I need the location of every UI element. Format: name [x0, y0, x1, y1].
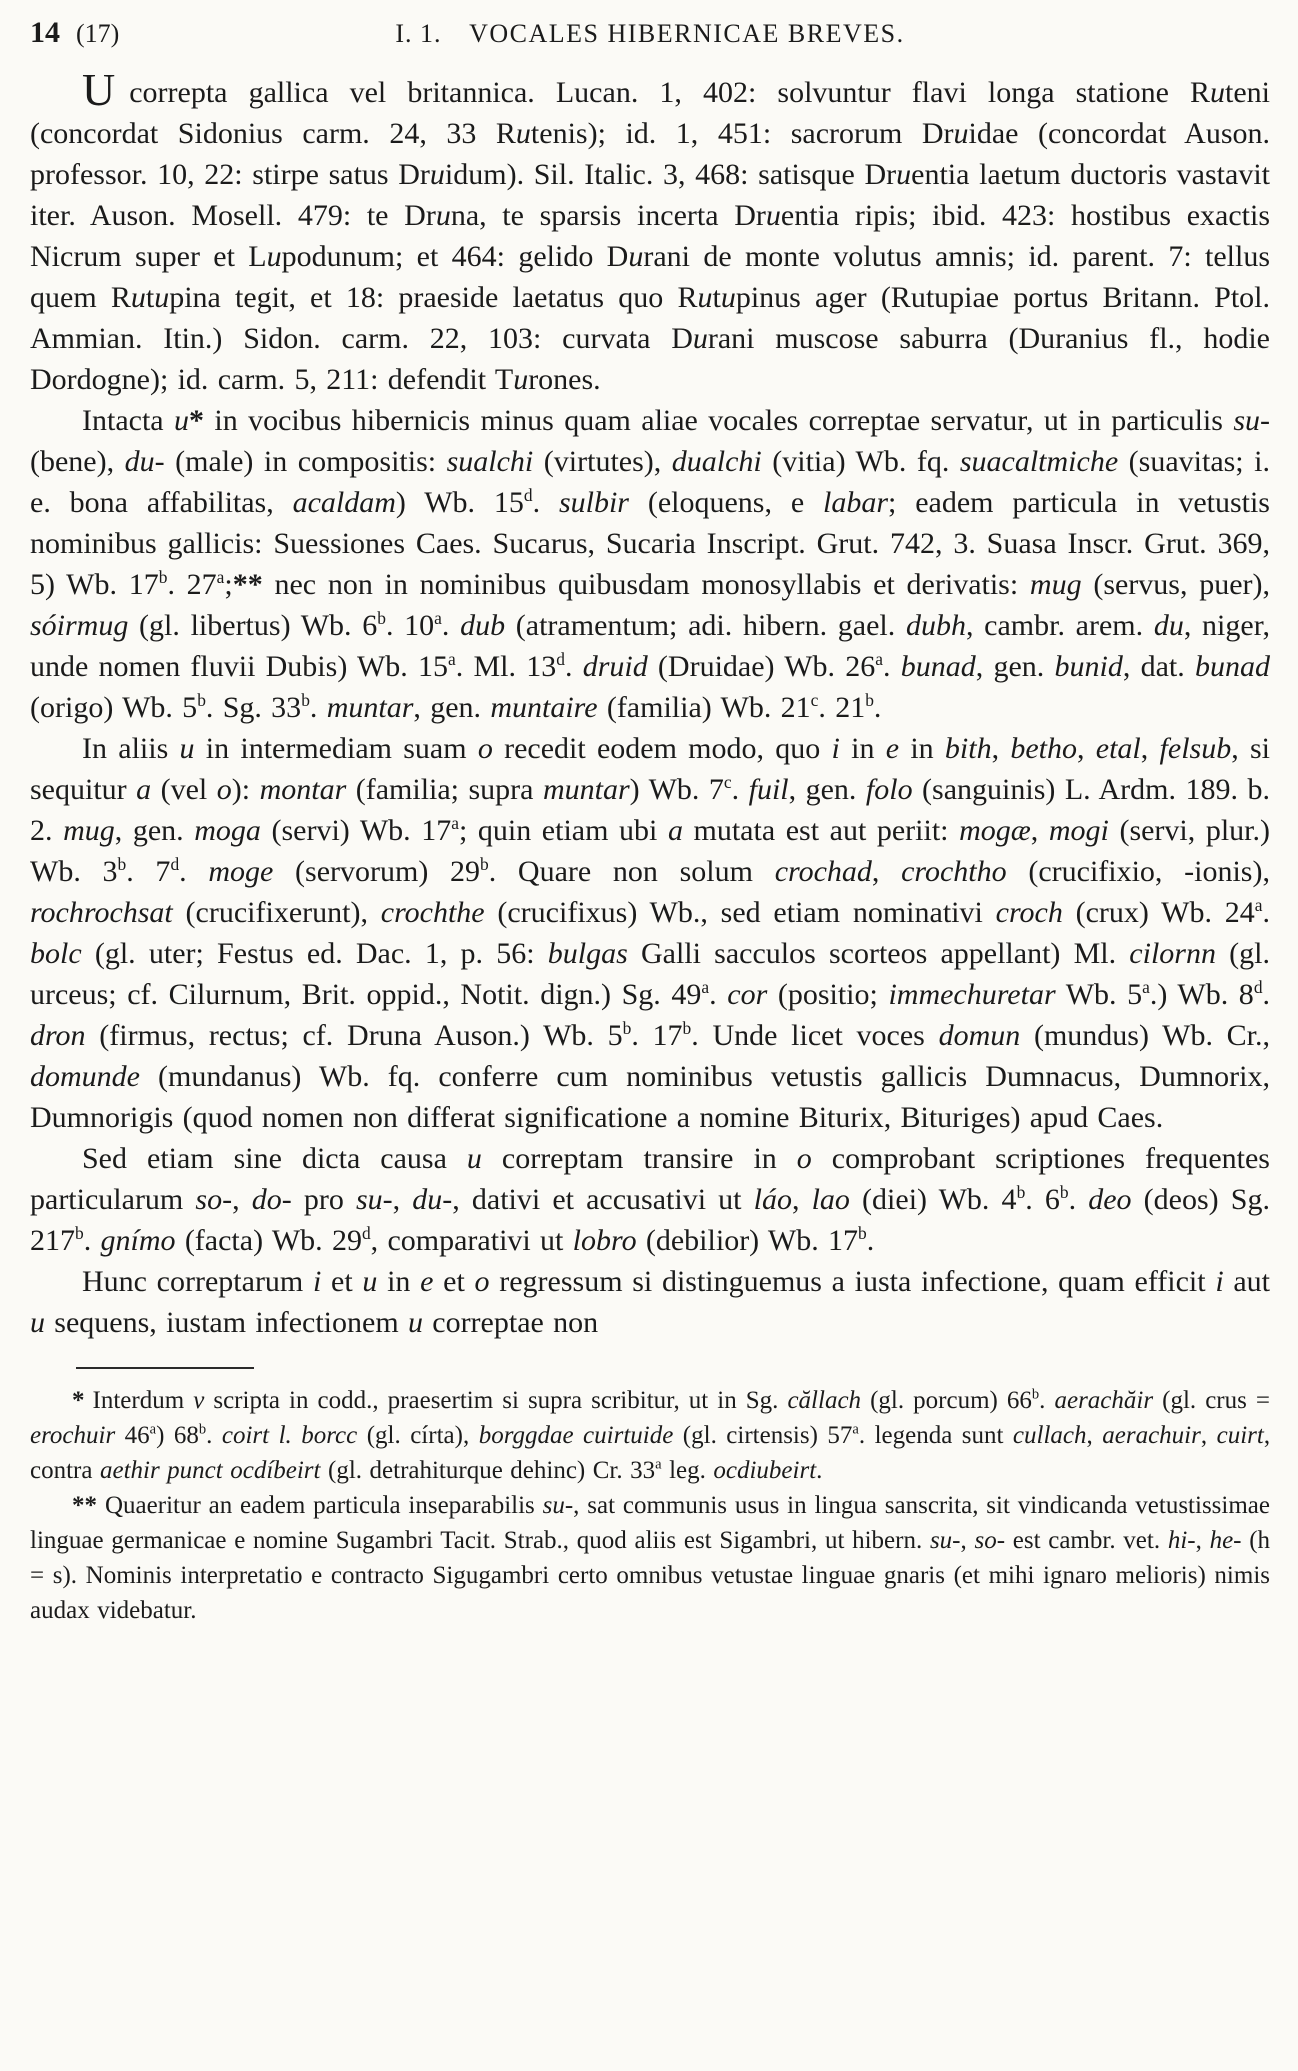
body-text — [30, 64, 1271, 1343]
footnote-separator — [76, 1367, 254, 1369]
paragraph — [30, 1138, 1270, 1261]
page-number: 14 — [30, 16, 60, 49]
footnote — [30, 1383, 1270, 1488]
footnote — [30, 1488, 1270, 1628]
initial-letter: U — [82, 64, 116, 115]
paragraph-text: Sed etiam sine dicta causa u correptam transire in o comprobant scriptiones frequentes particularum so-, do- pro su-, du-, dativi et accusativi ut láo, lao (diei) Wb. 4$^b$. 6$^b$. deo (deos) Sg. 217$^b$. gnímo (facta) Wb. 29$^d$, comparativi ut lobro (debilior) Wb. 17$^b$. — [30, 1142, 1270, 1257]
footnote-marker: * — [72, 1387, 85, 1414]
paragraph — [30, 1261, 1270, 1343]
folio-number: (17) — [76, 19, 120, 48]
running-title-text: VOCALES HIBERNICAE BREVES. — [469, 19, 905, 48]
paragraph-text: Hunc correptarum i et u in e et o regressum si distinguemus a iusta infectione, quam efficit i aut u sequens, iustam infectionem u correptae non — [30, 1265, 1271, 1339]
page-meta — [30, 16, 119, 50]
paragraph — [30, 400, 1270, 728]
paragraph-text: correpta gallica vel britannica. Lucan. 1, 402: solvuntur flavi longa statione Ruteni (concordat Sidonius carm. 24, 33 Rutenis); id. 1, 451: sacrorum Druidae (concordat Auson. professor. 10, 22: stirpe satus Druidum). Sil. Italic. 3, 468: satisque Druentia laetum ductoris vastavit iter. Auson. Mosell. 479: te Druna, te sparsis incerta Druentia ripis; ibid. 423: hostibus exactis Nicrum super et Lupodunum; et 464: gelido Durani de monte volutus amnis; id. parent. 7: tellus quem Rutupina tegit, et 18: praeside laetatus quo Rutupinus ager (Rutupiae portus Britann. Ptol. Ammian. Itin.) Sidon. carm. 22, 103: curvata Durani muscose saburra (Duranius fl., hodie Dordogne); id. carm. 5, 211: defendit Turones. — [30, 76, 1270, 396]
paragraph-text: Intacta u* in vocibus hibernicis minus quam aliae vocales correptae servatur, ut in particulis su- (bene), du- (male) in compositis: sualchi (virtutes), dualchi (vitia) Wb. fq. suacaltmiche (suavitas; i. e. bona affabilitas, acaldam) Wb. 15$^d$. sulbir (eloquens, e labar; eadem particula in vetustis nominibus gallicis: Suessiones Caes. Sucarus, Sucaria Inscript. Grut. 742, 3. Suasa Inscr. Grut. 369, 5) Wb. 17$^b$. 27$^a$;** nec non in nominibus quibusdam monosyllabis et derivatis: mug (servus, puer), sóirmug (gl. libertus) Wb. 6$^b$. 10$^a$. dub (atramentum; adi. hibern. gael. dubh, cambr. arem. du, niger, unde nomen fluvii Dubis) Wb. 15$^a$. Ml. 13$^d$. druid (Druidae) Wb. 26$^a$. bunad, gen. bunid, dat. bunad (origo) Wb. 5$^b$. Sg. 33$^b$. muntar, gen. muntaire (familia) Wb. 21$^c$. 21$^b$. — [30, 404, 1270, 724]
footnotes — [30, 1383, 1270, 1628]
running-header — [30, 14, 1270, 60]
footnote-text: Interdum v scripta in codd., praesertim si supra scribitur, ut in Sg. căllach (gl. porcum) 66$^b$. aerachăir (gl. crus = erochuir 46$^a$) 68$^b$. coirt l. borcc (gl. círta), borggdae cuirtuide (gl. cirtensis) 57$^a$. legenda sunt cullach, aerachuir, cuirt, contra aethir punct ocdíbeirt (gl. detrahiturque dehinc) Cr. 33$^a$ leg. ocdiubeirt. — [30, 1386, 1271, 1484]
footnote-text: Quaeritur an eadem particula inseparabilis su-, sat communis usus in lingua sanscrita, sit vindicanda vetustissimae linguae germanicae e nomine Sugambri Tacit. Strab., quod aliis est Sigambri, ut hibern. su-, so- est cambr. vet. hi-, he- (h = s). Nominis interpretatio e contracto Sigugambri certo omnibus vetustae linguae gnaris (et mihi ignaro melioris) nimis audax videbatur. — [30, 1492, 1271, 1624]
paragraph — [30, 728, 1270, 1138]
running-title — [30, 14, 1270, 49]
footnote-marker: ** — [72, 1492, 97, 1519]
paragraph — [30, 64, 1270, 400]
running-title-section: I. 1. — [395, 19, 442, 48]
paragraph-text: In aliis u in intermediam suam o recedit eodem modo, quo i in e in bith, betho, etal, felsub, si sequitur a (vel o): montar (familia; supra muntar) Wb. 7$^c$. fuil, gen. folo (sanguinis) L. Ardm. 189. b. 2. mug, gen. moga (servi) Wb. 17$^a$; quin etiam ubi a mutata est aut periit: mogæ, mogi (servi, plur.) Wb. 3$^b$. 7$^d$. moge (servorum) 29$^b$. Quare non solum crochad, crochtho (crucifixio, -ionis), rochrochsat (crucifixerunt), crochthe (crucifixus) Wb., sed etiam nominativi croch (crux) Wb. 24$^a$. bolc (gl. uter; Festus ed. Dac. 1, p. 56: bulgas Galli sacculos scorteos appellant) Ml. cilornn (gl. urceus; cf. Cilurnum, Brit. oppid., Notit. dign.) Sg. 49$^a$. cor (positio; immechuretar Wb. 5$^a$.) Wb. 8$^d$. dron (firmus, rectus; cf. Druna Auson.) Wb. 5$^b$. 17$^b$. Unde licet voces domun (mundus) Wb. Cr., domunde (mundanus) Wb. fq. conferre cum nominibus vetustis gallicis Dumnacus, Dumnorix, Dumnorigis (quod nomen non differat significatione a nomine Biturix, Bituriges) apud Caes. — [30, 732, 1271, 1134]
